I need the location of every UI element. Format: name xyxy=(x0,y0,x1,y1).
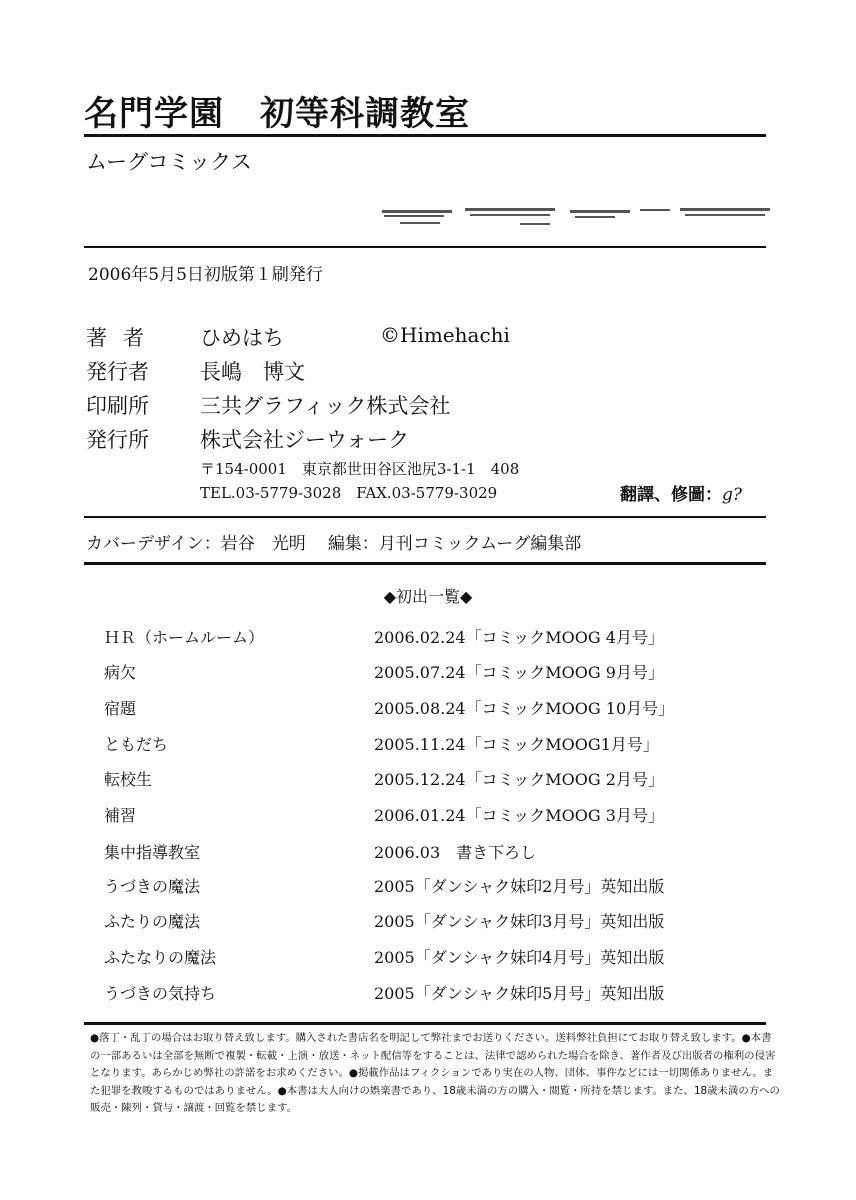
publisher-person-row xyxy=(86,356,305,386)
list-item: 転校生 2005.12.24「コミックMOOG 2月号」 xyxy=(104,770,664,789)
book-title xyxy=(84,86,470,135)
list-item: ふたなりの魔法 2005「ダンシャク妹印4月号」英知出版 xyxy=(104,948,665,967)
list-item: 補習 2006.01.24「コミックMOOG 3月号」 xyxy=(104,806,664,825)
author-row xyxy=(86,322,284,352)
printer-label: 印刷所 xyxy=(86,394,149,418)
series-label: ムーグコミックス xyxy=(86,150,252,174)
publisher-row xyxy=(86,424,409,454)
publisher-person-label: 発行者 xyxy=(86,360,149,384)
book-title-sub: 初等科調教室 xyxy=(260,94,470,134)
first-publication-heading: ◆初出一覧◆ xyxy=(383,587,473,606)
publisher-label: 発行所 xyxy=(86,428,149,452)
list-item: ともだち 2005.11.24「コミックMOOG1月号」 xyxy=(104,735,659,754)
publisher-value: 株式会社ジーウォーク xyxy=(200,428,410,452)
list-item: 宿題 2005.08.24「コミックMOOG 10月号」 xyxy=(104,699,675,718)
list-item: ふたりの魔法 2005「ダンシャク妹印3月号」英知出版 xyxy=(104,912,665,931)
cover-design: カバーデザイン：岩谷 光明 xyxy=(86,534,306,554)
author-label: 著者 xyxy=(86,326,160,350)
list-item: うづきの魔法 2005「ダンシャク妹印2月号」英知出版 xyxy=(104,877,665,896)
translation-label: 翻譯、修圖： xyxy=(620,485,722,505)
design-rule xyxy=(84,562,766,565)
publisher-phone: TEL.03-5779-3028 FAX.03-5779-3029 xyxy=(200,484,498,502)
editor-credit: 編集：月刊コミックムーグ編集部 xyxy=(327,534,582,554)
book-title-main: 名門学園 xyxy=(84,94,224,134)
list-item: ＨＲ（ホームルーム） 2006.02.24「コミックMOOG 4月号」 xyxy=(104,628,664,647)
edition-date: 2006年5月5日初版第１刷発行 xyxy=(88,265,323,285)
list-item: 病欠 2005.07.24「コミックMOOG 9月号」 xyxy=(104,663,664,682)
notes-rule xyxy=(84,1022,766,1025)
legal-notes: ●落丁・乱丁の場合はお取り替え致します。購入された書店名を明記して弊社までお送りください。送料弊社負担にてお取り替え致します。●本書の一部あるいは全部を無断で複製・転載・上演・放送・ネット配信等をすることは、法律で認められた場合を除き、著作者及び出版者の権利の侵害となります。あらかじめ弊社の許諾をお求めください。●掲載作品はフィクションであり実在の人物、団体、事件などには一切関係ありません。また犯罪を教唆するものではありません。●本書は大人向けの娯楽書であり、18歳未満の方の購入・閲覧・所持を禁じます。また、18歳未満の方への販売・陳列・貸与・譲渡・回覧を禁じます。 xyxy=(90,1032,780,1115)
credits-rule xyxy=(84,516,766,518)
printer-row xyxy=(86,390,450,420)
scribbled-out-text xyxy=(380,200,772,230)
copyright-text: ©Himehachi xyxy=(380,323,510,347)
translation-value: g? xyxy=(722,485,742,505)
header-rule xyxy=(84,246,766,248)
publisher-person-value: 長嶋 博文 xyxy=(200,360,305,384)
translation-credit xyxy=(620,480,742,505)
publisher-address: 〒154-0001 東京都世田谷区池尻3-1-1 408 xyxy=(200,460,520,478)
list-item: 集中指導教室 2006.03 書き下ろし xyxy=(104,843,537,862)
design-credits xyxy=(86,529,581,554)
list-item: うづきの気持ち 2005「ダンシャク妹印5月号」英知出版 xyxy=(104,984,665,1003)
title-rule xyxy=(84,134,766,137)
author-value: ひめはち xyxy=(200,326,284,350)
printer-value: 三共グラフィック株式会社 xyxy=(200,394,451,418)
